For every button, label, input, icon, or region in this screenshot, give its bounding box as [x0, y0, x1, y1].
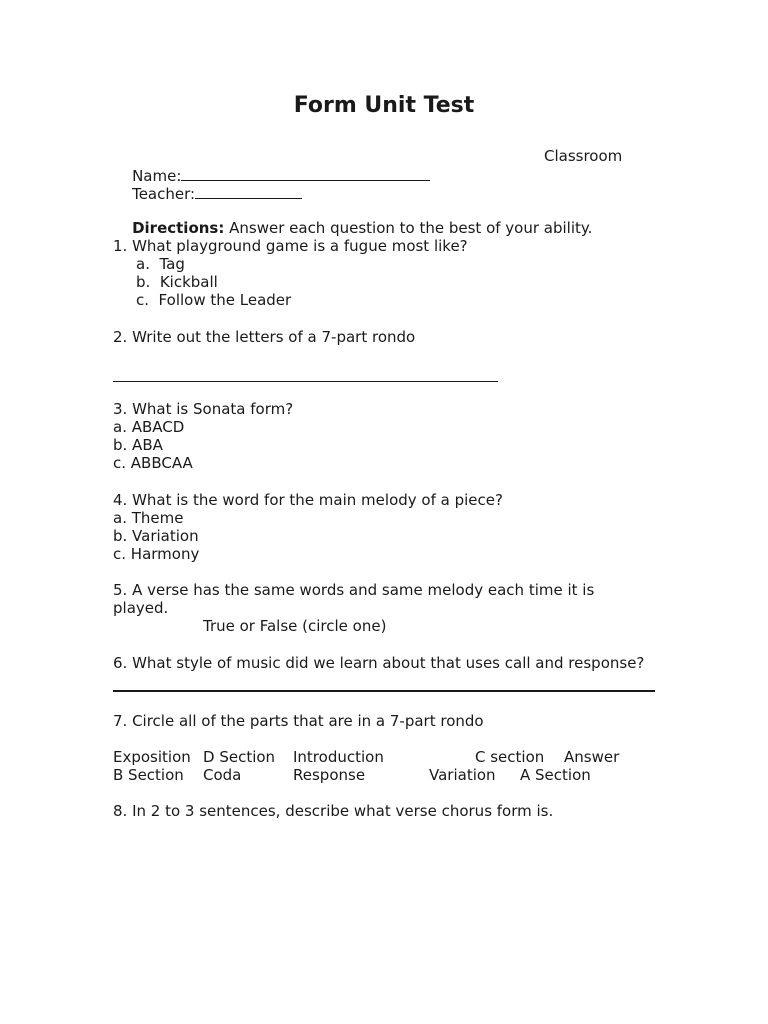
q1-option-b: b. Kickball	[136, 273, 218, 291]
q6-answer-line	[113, 690, 655, 692]
q7-option-response: Response	[293, 766, 366, 784]
q5-answer-prompt: True or False (circle one)	[203, 617, 387, 635]
q4-option-b: b. Variation	[113, 527, 199, 545]
directions-text: Answer each question to the best of your ability.	[224, 219, 593, 237]
q7-option-variation: Variation	[429, 766, 496, 784]
teacher-blank	[195, 183, 302, 199]
q7-option-a-section: A Section	[520, 766, 591, 784]
q3-option-b: b. ABA	[113, 436, 163, 454]
q2-answer-line	[113, 381, 498, 382]
q3-option-c: c. ABBCAA	[113, 454, 193, 472]
q7-option-answer: Answer	[564, 748, 620, 766]
q2-question: 2. Write out the letters of a 7-part rondo	[113, 328, 416, 346]
q7-option-c-section: C section	[475, 748, 545, 766]
q4-option-c: c. Harmony	[113, 545, 200, 563]
q7-option-exposition: Exposition	[113, 748, 191, 766]
directions-label: Directions:	[132, 219, 225, 237]
q4-question: 4. What is the word for the main melody of a piece?	[113, 491, 503, 509]
q1-option-c: c. Follow the Leader	[136, 291, 292, 309]
q1-option-a: a. Tag	[136, 255, 185, 273]
teacher-label: Teacher:	[132, 185, 196, 203]
q7-option-d-section: D Section	[203, 748, 276, 766]
q5-question-line1: 5. A verse has the same words and same melody each time it is	[113, 581, 595, 599]
page-title: Form Unit Test	[293, 93, 475, 118]
q3-option-a: a. ABACD	[113, 418, 185, 436]
q7-question: 7. Circle all of the parts that are in a 7-part rondo	[113, 712, 484, 730]
q8-question: 8. In 2 to 3 sentences, describe what verse chorus form is.	[113, 802, 554, 820]
classroom-label: Classroom	[544, 147, 623, 165]
q7-option-introduction: Introduction	[293, 748, 384, 766]
q4-option-a: a. Theme	[113, 509, 184, 527]
q7-option-coda: Coda	[203, 766, 242, 784]
q6-question: 6. What style of music did we learn about that uses call and response?	[113, 654, 645, 672]
q7-option-b-section: B Section	[113, 766, 184, 784]
q1-question: 1. What playground game is a fugue most like?	[113, 237, 468, 255]
q3-question: 3. What is Sonata form?	[113, 400, 294, 418]
q5-question-line2: played.	[113, 599, 169, 617]
name-label: Name:	[132, 167, 182, 185]
